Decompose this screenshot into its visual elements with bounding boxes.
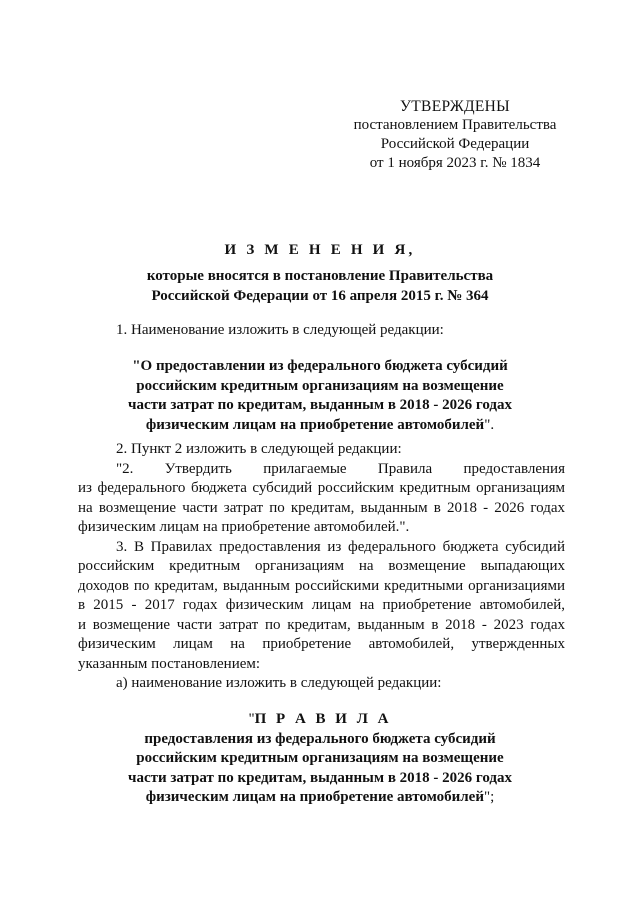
approval-line-2: Российской Федерации [380,136,530,152]
item-2-quote-line-1: "2. Утвердить прилагаемые Правила предоставления [116,460,565,477]
rules-heading: П Р А В И Л А [254,711,392,727]
approval-line-1: постановлением Правительства [353,117,557,133]
rules-line-3: части затрат по кредитам, выданным в 2018 - 2026 годах [127,769,513,786]
subtitle-line-2: Российской Федерации от 16 апреля 2015 г. № 364 [151,288,489,304]
item-1-quote-line-4 [80,416,560,436]
item-3-line-5: и возмещение части затрат по кредитам, выданным в 2018 - 2023 годах [78,616,565,633]
item-3-sub-a: а) наименование изложить в следующей редакции: [116,675,442,691]
item-1-quote-line-3: части затрат по кредитам, выданным в 2018 - 2026 годах [127,397,513,413]
approval-heading: УТВЕРЖДЕНЫ [400,98,510,115]
rules-line-4-bold: физическим лицам на приобретение автомобилей [145,789,484,805]
item-3-line-2: российским кредитным организациям на возмещение выпадающих [78,558,565,574]
rules-line-4 [80,788,560,808]
item-3-line-3: доходов по кредитам, выданным российскими кредитными организациями [78,577,565,594]
item-3-line-7: указанным постановлением: [78,655,261,672]
item-1-quote-line-4-bold: физическим лицам на приобретение автомобилей [145,416,485,433]
item-1-quote-line-1: "О предоставлении из федерального бюджета субсидий [132,358,508,374]
item-2-quote [78,460,565,538]
approval-line-3: от 1 ноября 2023 г. № 1834 [369,155,541,171]
document-subtitle [80,266,560,306]
rules-heading-quote: " [248,711,255,727]
item-2-quote-line-3: на возмещение части затрат по кредитам, выданным в 2018 - 2026 годах [78,499,565,516]
document-title: И З М Е Н Е Н И Я, [224,242,416,258]
item-1-quote-line-2: российским кредитным организациям на возмещение [136,377,504,394]
approval-block [345,97,565,173]
item-1-quote [80,357,560,435]
item-2-quote-line-4: физическим лицам на приобретение автомобилей.". [78,519,410,535]
rules-line-1: предоставления из федерального бюджета субсидий [144,730,496,747]
subtitle-line-1: которые вносятся в постановление Правительства [146,268,494,284]
rules-line-4-end: "; [484,789,495,805]
rules-line-2: российским кредитным организациям на возмещение [136,750,504,766]
item-2-quote-line-2: из федерального бюджета субсидий российским кредитным организациям [78,480,565,496]
item-1-text: 1. Наименование изложить в следующей редакции: [116,322,444,338]
item-3-line-1: 3. В Правилах предоставления из федерального бюджета субсидий [116,538,565,555]
item-3-text [78,538,565,675]
rules-heading-line [80,710,560,730]
item-1-quote-line-4-end: ". [484,416,495,433]
rules-block [80,710,560,808]
item-3-line-6: физическим лицам на приобретение автомобилей, утвержденных [78,636,565,652]
item-3-line-4: в 2015 - 2017 годах физическим лицам на приобретение автомобилей, [78,597,565,613]
item-2-text: 2. Пункт 2 изложить в следующей редакции: [116,441,402,457]
